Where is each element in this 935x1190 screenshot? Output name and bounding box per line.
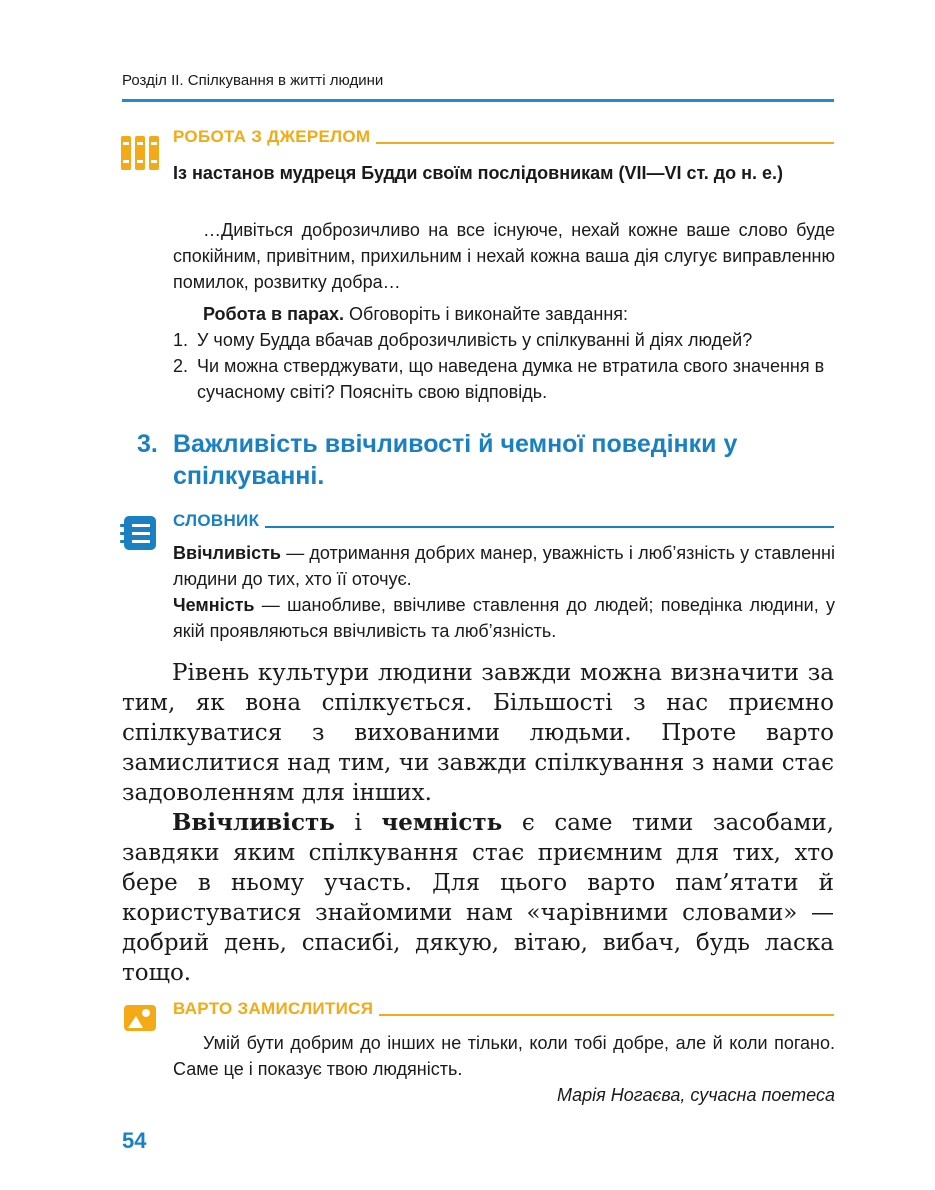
- think-label-text: ВАРТО ЗАМИСЛИТИСЯ: [173, 999, 374, 1018]
- body-paragraph-2: [122, 808, 834, 988]
- list-item: [173, 327, 835, 353]
- glossary-entries: [173, 540, 835, 644]
- question-list: [173, 327, 835, 405]
- source-label-rule: [376, 142, 834, 144]
- body-term-2: чемність: [381, 809, 503, 836]
- section-title: Важливість ввічливості й чемної поведінки у спілкуванні.: [173, 430, 738, 490]
- glossary-label-text: СЛОВНИК: [173, 511, 260, 530]
- section-heading: [137, 428, 837, 492]
- pair-task-bold: Робота в парах.: [203, 304, 345, 324]
- glossary-definition: — дотримання добрих манер, уважність і люб’язність у ставленні людини до тих, хто її оточує.: [173, 543, 835, 589]
- think-quote-text: Умій бути добрим до інших не тільки, коли тобі добре, але й коли погано. Саме це і показує твою людяність.: [173, 1033, 835, 1079]
- source-quote-text: …Дивіться доброзичливо на все існуюче, нехай кожне ваше слово буде спокійним, привітним, прихильним і нехай кожна ваша дія слугує виправленню помилок, розвитку добра…: [173, 220, 835, 292]
- source-quote: [173, 217, 835, 295]
- list-icon: [120, 515, 158, 551]
- pair-task: [173, 301, 835, 405]
- glossary-term: Ввічливість: [173, 543, 281, 563]
- glossary-entry: [173, 592, 835, 644]
- source-label: [173, 127, 834, 147]
- question-number: 1.: [173, 330, 189, 350]
- pair-task-text: Обговоріть і виконайте завдання:: [344, 304, 629, 324]
- photo-icon: [123, 1004, 157, 1032]
- glossary-label: [173, 511, 834, 531]
- header-rule: [122, 99, 834, 102]
- think-label-rule: [379, 1014, 834, 1016]
- source-label-text: РОБОТА З ДЖЕРЕЛОМ: [173, 127, 371, 146]
- body-text-run: є саме тими засобами, завдяки яким спілкування стає приємним для тих, хто бере в ньому участь. Для цього варто пам’ятати й користуватися знайомими нам «чарівними словами» — добрий день, спасибі, дякую, вітаю, вибач, будь ласка тощо.: [122, 810, 834, 986]
- list-item: [173, 353, 835, 405]
- books-icon: [120, 134, 162, 172]
- running-header: Розділ ІІ. Спілкування в житті людини: [122, 72, 384, 89]
- body-paragraph-1: Рівень культури людини завжди можна визначити за тим, як вона спілкується. Більшості з нас приємно спілкуватися з вихованими людьми. Проте варто замислитися над тим, чи завжди спілкування з нами стає задоволенням для інших.: [122, 660, 834, 806]
- body-text: [122, 658, 834, 988]
- glossary-term: Чемність: [173, 595, 255, 615]
- think-quote: [173, 1030, 835, 1082]
- question-text: Чи можна стверджувати, що наведена думка не втратила свого значення в сучасному світі? Поясніть свою відповідь.: [197, 356, 825, 402]
- glossary-definition: — шанобливе, ввічливе ставлення до людей; поведінка людини, у якій проявляються ввічливість та люб’язність.: [173, 595, 835, 641]
- glossary-entry: [173, 540, 835, 592]
- source-title: Із настанов мудреця Будди своїм послідовникам (VII—VI ст. до н. е.): [173, 163, 784, 183]
- body-text-run: і: [334, 810, 382, 836]
- pair-task-lead: [173, 301, 835, 327]
- section-number: 3.: [137, 430, 158, 458]
- question-text: У чому Будда вбачав доброзичливість у спілкуванні й діях людей?: [197, 330, 753, 350]
- quote-author: Марія Ногаєва, сучасна поетеса: [556, 1085, 835, 1105]
- body-term-1: Ввічливість: [172, 809, 335, 836]
- glossary-label-rule: [265, 526, 834, 528]
- think-label: [173, 999, 834, 1019]
- question-number: 2.: [173, 356, 189, 376]
- page-number: 54: [122, 1128, 147, 1153]
